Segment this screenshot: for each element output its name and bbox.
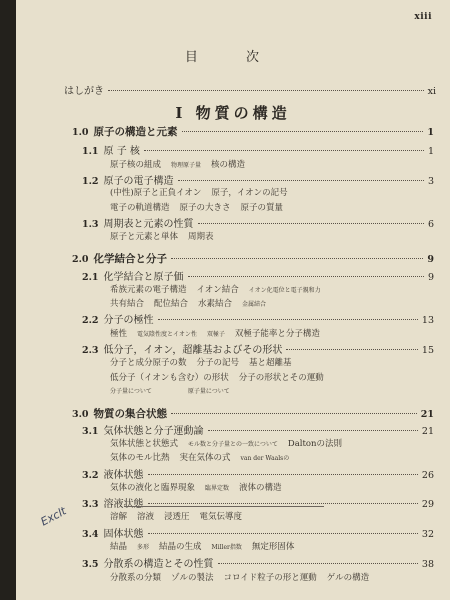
toc-subtopics: 原子と元素と単体 周期表 <box>110 232 214 242</box>
toc-chapter: 1.0 原子の構造と元素 1 <box>72 126 434 138</box>
toc-subtopics: 分子量について 原子量について <box>110 388 230 395</box>
toc-subtopics: 分子と成分原子の数 分子の記号 基と超離基 <box>110 358 292 368</box>
toc-subtopics: 結晶 多形 結晶の生成 Miller指数 無定形固体 <box>110 542 295 552</box>
toc-section: 3.2 液体状態 26 <box>82 470 434 481</box>
toc-subtopics: 低分子（イオンも含む）の形状 分子の形状とその運動 <box>110 373 324 383</box>
toc-subtopics: 気体のモル比熱 実在気体の式 van der Waalsの <box>110 453 290 463</box>
toc-section: 2.3 低分子，イオン，超離基およびその形状 15 <box>82 345 434 356</box>
leader-dots <box>108 90 424 91</box>
toc-title: 目 次 <box>184 50 282 65</box>
book-page <box>16 0 450 600</box>
toc-section: 2.2 分子の極性 13 <box>82 315 434 326</box>
toc-subtopics: 溶解 溶液 浸透圧 電気伝導度 <box>110 512 243 522</box>
toc-subtopics: 希族元素の電子構造 イオン結合 イオン化電位と電子親和力 <box>110 285 321 295</box>
preface-label: はしがき <box>64 86 104 97</box>
part-title: I 物質の構造 <box>175 104 291 122</box>
page-number: xiii <box>414 12 432 22</box>
pencil-underline <box>124 506 324 507</box>
toc-section: 3.1 気体状態と分子運動論 21 <box>82 426 434 437</box>
toc-subtopics: (中性)原子と正負イオン 原子，イオンの記号 <box>110 188 288 198</box>
toc-subtopics: 電子の軌道構造 原子の大きさ 原子の質量 <box>110 203 284 213</box>
toc-subtopics: 分散系の分類 ゾルの製法 コロイド粒子の形と運動 ゲルの構造 <box>110 573 370 583</box>
toc-section: 1.1 原 子 核 1 <box>82 146 434 157</box>
toc-entry-preface <box>64 82 436 97</box>
toc-section: 1.3 周期表と元素の性質 6 <box>82 219 434 230</box>
toc-subtopics: 共有結合 配位結合 水素結合 金属結合 <box>110 299 267 309</box>
toc-chapter: 3.0 物質の集合状態 21 <box>72 408 434 420</box>
toc-subtopics: 極性 電気陰性度とイオン性 双極子 双極子能率と分子構造 <box>110 329 320 339</box>
preface-page: xi <box>427 86 436 97</box>
toc-chapter: 2.0 化学結合と分子 9 <box>72 253 434 265</box>
toc-section: 1.2 原子の電子構造 3 <box>82 176 434 187</box>
toc-section: 3.3 溶液状態 29 <box>82 499 434 510</box>
toc-subtopics: 気体状態と状態式 モル数と分子量との一致について Daltonの法則 <box>110 439 343 449</box>
toc-section: 2.1 化学結合と原子価 9 <box>82 272 434 283</box>
toc-section: 3.5 分散系の構造とその性質 38 <box>82 559 434 570</box>
toc-subtopics: 原子核の組成 物理原子量 核の構造 <box>110 160 246 170</box>
toc-section: 3.4 固体状態 32 <box>82 529 434 540</box>
toc-subtopics: 気体の液化と臨界現象 臨界定数 液体の構造 <box>110 483 282 493</box>
handwritten-margin-note: Exclt <box>38 504 69 529</box>
